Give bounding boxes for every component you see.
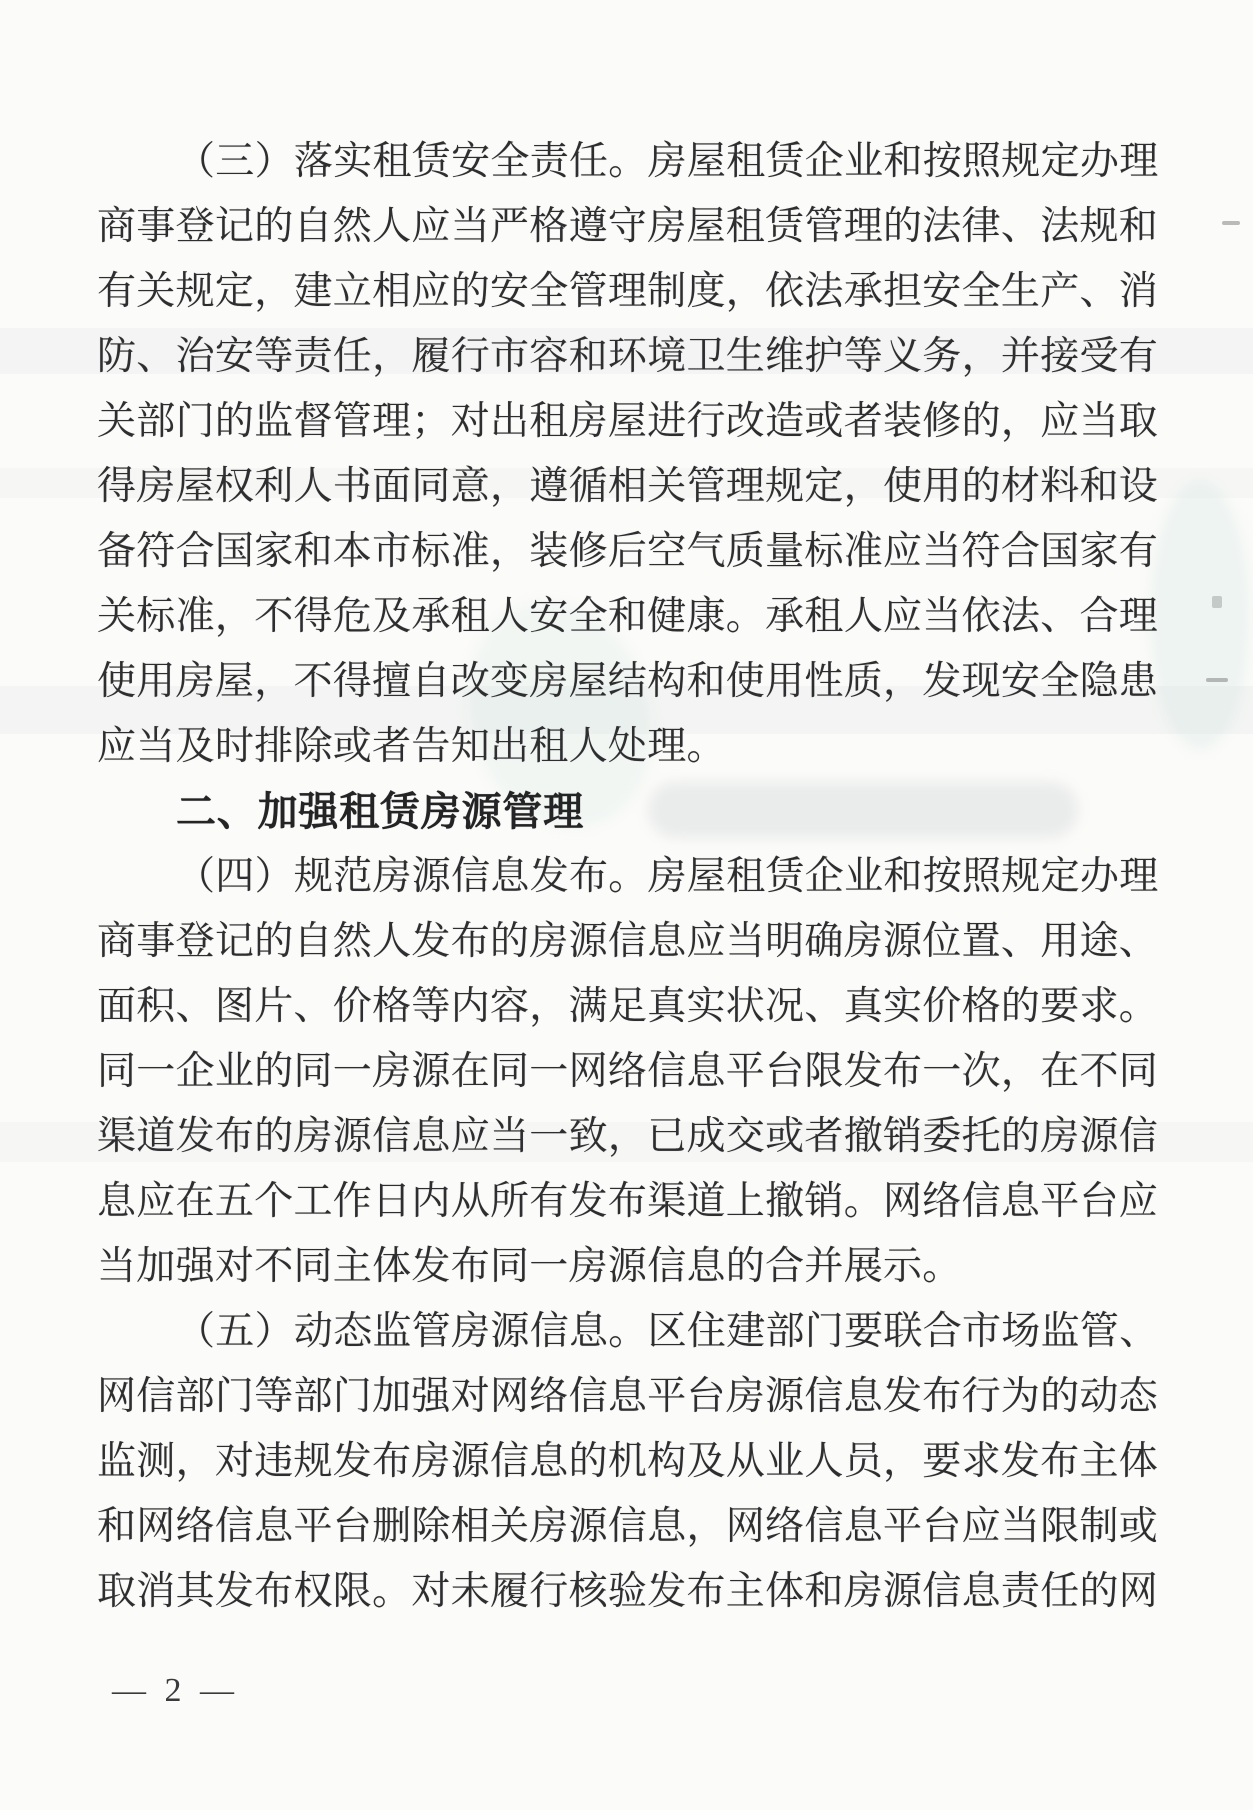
paragraph-line: 网信部门等部门加强对网络信息平台房源信息发布行为的动态: [97, 1375, 1159, 1418]
paragraph-line: 监测，对违规发布房源信息的机构及从业人员，要求发布主体: [97, 1440, 1159, 1483]
paragraph-line: 面积、图片、价格等内容，满足真实状况、真实价格的要求。: [97, 985, 1159, 1028]
paragraph-line: 有关规定，建立相应的安全管理制度，依法承担安全生产、消: [97, 270, 1159, 313]
paragraph-line: （四）规范房源信息发布。房屋租赁企业和按照规定办理: [176, 855, 1159, 898]
paragraph-line: 得房屋权利人书面同意，遵循相关管理规定，使用的材料和设: [97, 465, 1159, 508]
paragraph-line: （五）动态监管房源信息。区住建部门要联合市场监管、: [176, 1310, 1159, 1353]
paragraph-line: 使用房屋，不得擅自改变房屋结构和使用性质，发现安全隐患: [97, 660, 1159, 703]
paragraph-line: 渠道发布的房源信息应当一致，已成交或者撤销委托的房源信: [97, 1115, 1159, 1158]
scan-speck: [1222, 221, 1240, 225]
paragraph-line: 应当及时排除或者告知出租人处理。: [97, 725, 726, 768]
paragraph-line: 同一企业的同一房源在同一网络信息平台限发布一次，在不同: [97, 1050, 1159, 1093]
scan-smudge: [1150, 480, 1250, 750]
paragraph-line: 当加强对不同主体发布同一房源信息的合并展示。: [97, 1245, 962, 1288]
paragraph-line: 备符合国家和本市标准，装修后空气质量标准应当符合国家有: [97, 530, 1159, 573]
paragraph-line: 关标准，不得危及承租人安全和健康。承租人应当依法、合理: [97, 595, 1159, 638]
paragraph-line: 商事登记的自然人应当严格遵守房屋租赁管理的法律、法规和: [97, 205, 1159, 248]
paragraph-line: 防、治安等责任，履行市容和环境卫生维护等义务，并接受有: [97, 335, 1159, 378]
paragraph-line: 和网络信息平台删除相关房源信息，网络信息平台应当限制或: [97, 1505, 1159, 1548]
paragraph-line: （三）落实租赁安全责任。房屋租赁企业和按照规定办理: [176, 140, 1159, 183]
scan-speck: [1212, 596, 1222, 608]
paragraph-line: 关部门的监督管理；对出租房屋进行改造或者装修的，应当取: [97, 400, 1159, 443]
paragraph-line: 息应在五个工作日内从所有发布渠道上撤销。网络信息平台应: [97, 1180, 1159, 1223]
paragraph-line: 商事登记的自然人发布的房源信息应当明确房源位置、用途、: [97, 920, 1159, 963]
document-body: [97, 129, 1163, 1624]
page-number: — 2 —: [112, 1672, 239, 1709]
scan-speck: [1206, 678, 1228, 682]
section-heading: 二、加强租赁房源管理: [176, 789, 584, 834]
paragraph-line: 取消其发布权限。对未履行核验发布主体和房源信息责任的网: [97, 1570, 1159, 1613]
